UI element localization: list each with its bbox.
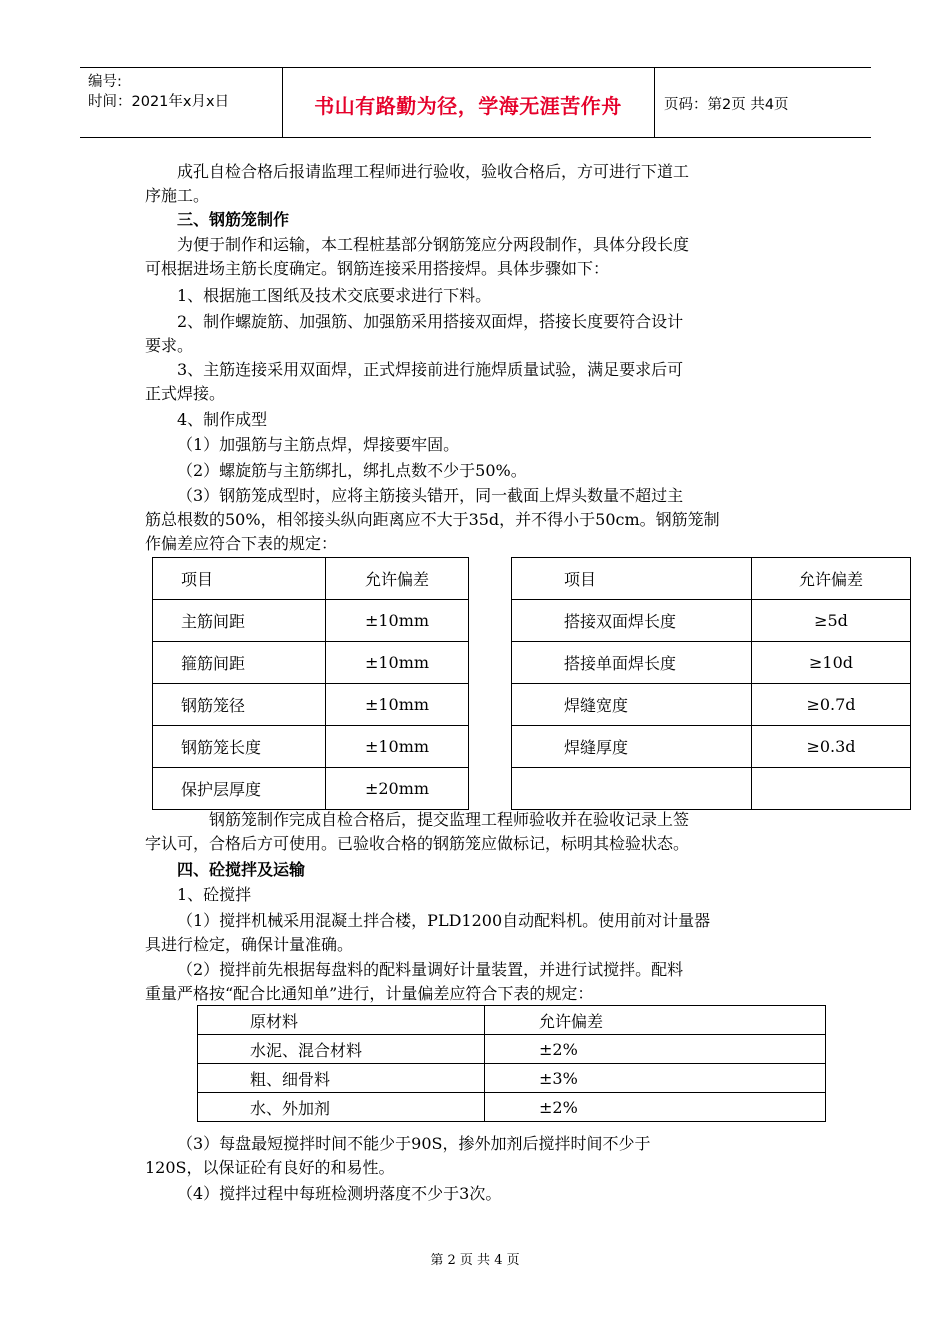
table-cell: 搭接单面焊长度	[512, 642, 752, 684]
sub-step-line: （2）螺旋筋与主筋绑扎，绑扎点数不少于50%。	[177, 461, 527, 480]
header-meta	[88, 72, 229, 112]
table-header-cell: 允许偏差	[485, 1006, 826, 1035]
table-row	[198, 1093, 826, 1122]
table-header-cell: 允许偏差	[326, 558, 469, 600]
table-header-cell: 项目	[153, 558, 326, 600]
sub-step-line: （1）加强筋与主筋点焊，焊接要牢固。	[177, 435, 460, 454]
table-cell: ±20mm	[326, 768, 469, 810]
table-header-row	[512, 558, 911, 600]
step-line: 1、砼搅拌	[177, 885, 252, 904]
page-code: 页码：第2页 共4页	[664, 97, 789, 113]
paragraph-line: （3）每盘最短搅拌时间不能少于90S，掺外加剂后搅拌时间不少于	[177, 1134, 651, 1153]
table-header-row	[153, 558, 469, 600]
table-cell: ±2%	[485, 1035, 826, 1064]
table-row	[512, 600, 911, 642]
table-cell: ≥0.7d	[752, 684, 911, 726]
section-heading: 四、砼搅拌及运输	[177, 860, 306, 879]
sub-step-line: （3）钢筋笼成型时，应将主筋接头错开，同一截面上焊头数量不超过主	[177, 486, 684, 505]
table-cell	[512, 768, 752, 810]
rebar-tolerance-table-left	[152, 557, 469, 810]
paragraph-line: 具进行检定，确保计量准确。	[145, 935, 354, 954]
step-line: 4、制作成型	[177, 410, 268, 429]
page-header	[80, 67, 871, 138]
step-line: 要求。	[145, 336, 194, 355]
paragraph-line: 120S，以保证砼有良好的和易性。	[145, 1158, 395, 1177]
paragraph-line: 钢筋笼制作完成自检合格后，提交监理工程师验收并在验收记录上签	[209, 810, 690, 829]
time-label: 时间：2021年x月x日	[88, 94, 230, 110]
table-cell: 粗、细骨料	[198, 1064, 485, 1093]
rebar-tolerance-table-right	[511, 557, 911, 810]
table-row	[512, 726, 911, 768]
table-cell: 搭接双面焊长度	[512, 600, 752, 642]
step-line: 正式焊接。	[145, 384, 226, 403]
table-row	[153, 600, 469, 642]
table-cell: ≥0.3d	[752, 726, 911, 768]
table-header-row	[198, 1006, 826, 1035]
header-divider	[654, 68, 655, 137]
table-cell: 焊缝厚度	[512, 726, 752, 768]
header-motto: 书山有路勤为径，学海无涯苦作舟	[314, 94, 622, 118]
table-cell: 保护层厚度	[153, 768, 326, 810]
table-cell: 主筋间距	[153, 600, 326, 642]
paragraph-line: （4）搅拌过程中每班检测坍落度不少于3次。	[177, 1184, 502, 1203]
sub-step-line: 作偏差应符合下表的规定：	[145, 534, 338, 553]
table-cell: ±10mm	[326, 684, 469, 726]
paragraph-line: 成孔自检合格后报请监理工程师进行验收，验收合格后，方可进行下道工	[177, 162, 690, 181]
table-cell: ±2%	[485, 1093, 826, 1122]
table-cell: 水、外加剂	[198, 1093, 485, 1122]
mixing-tolerance-table	[197, 1005, 826, 1122]
step-line: 3、主筋连接采用双面焊，正式焊接前进行施焊质量试验，满足要求后可	[177, 360, 684, 379]
table-row	[153, 684, 469, 726]
table-cell: ±10mm	[326, 642, 469, 684]
step-line: 2、制作螺旋筋、加强筋、加强筋采用搭接双面焊，搭接长度要符合设计	[177, 312, 684, 331]
table-row	[153, 768, 469, 810]
table-header-cell: 项目	[512, 558, 752, 600]
table-cell: ≥5d	[752, 600, 911, 642]
table-row	[198, 1064, 826, 1093]
table-cell: 钢筋笼径	[153, 684, 326, 726]
section-heading: 三、钢筋笼制作	[177, 210, 290, 229]
paragraph-line: （2）搅拌前先根据每盘料的配料量调好计量装置，并进行试搅拌。配料	[177, 960, 684, 979]
table-cell: 箍筋间距	[153, 642, 326, 684]
page-footer: 第 2 页 共 4 页	[430, 1253, 520, 1268]
table-row	[512, 684, 911, 726]
table-row	[512, 642, 911, 684]
table-cell: ±3%	[485, 1064, 826, 1093]
table-cell	[752, 768, 911, 810]
table-header-cell: 原材料	[198, 1006, 485, 1035]
step-line: 1、根据施工图纸及技术交底要求进行下料。	[177, 286, 492, 305]
number-label: 编号:	[88, 74, 122, 90]
table-header-cell: 允许偏差	[752, 558, 911, 600]
paragraph-line: 可根据进场主筋长度确定。钢筋连接采用搭接焊。具体步骤如下：	[145, 259, 610, 278]
table-row	[153, 642, 469, 684]
table-cell: ≥10d	[752, 642, 911, 684]
paragraph-line: 序施工。	[145, 186, 210, 205]
sub-step-line: 筋总根数的50%，相邻接头纵向距离应不大于35d，并不得小于50cm。钢筋笼制	[145, 510, 720, 529]
paragraph-line: 为便于制作和运输，本工程桩基部分钢筋笼应分两段制作，具体分段长度	[177, 235, 690, 254]
table-cell: 水泥、混合材料	[198, 1035, 485, 1064]
paragraph-line: 重量严格按“配合比通知单”进行，计量偏差应符合下表的规定：	[145, 984, 594, 1003]
table-cell: ±10mm	[326, 726, 469, 768]
table-row	[198, 1035, 826, 1064]
table-row	[512, 768, 911, 810]
paragraph-line: （1）搅拌机械采用混凝土拌合楼，PLD1200自动配料机。使用前对计量器	[177, 911, 711, 930]
table-row	[153, 726, 469, 768]
paragraph-line: 字认可，合格后方可使用。已验收合格的钢筋笼应做标记，标明其检验状态。	[145, 834, 690, 853]
table-cell: 钢筋笼长度	[153, 726, 326, 768]
table-cell: 焊缝宽度	[512, 684, 752, 726]
table-cell: ±10mm	[326, 600, 469, 642]
